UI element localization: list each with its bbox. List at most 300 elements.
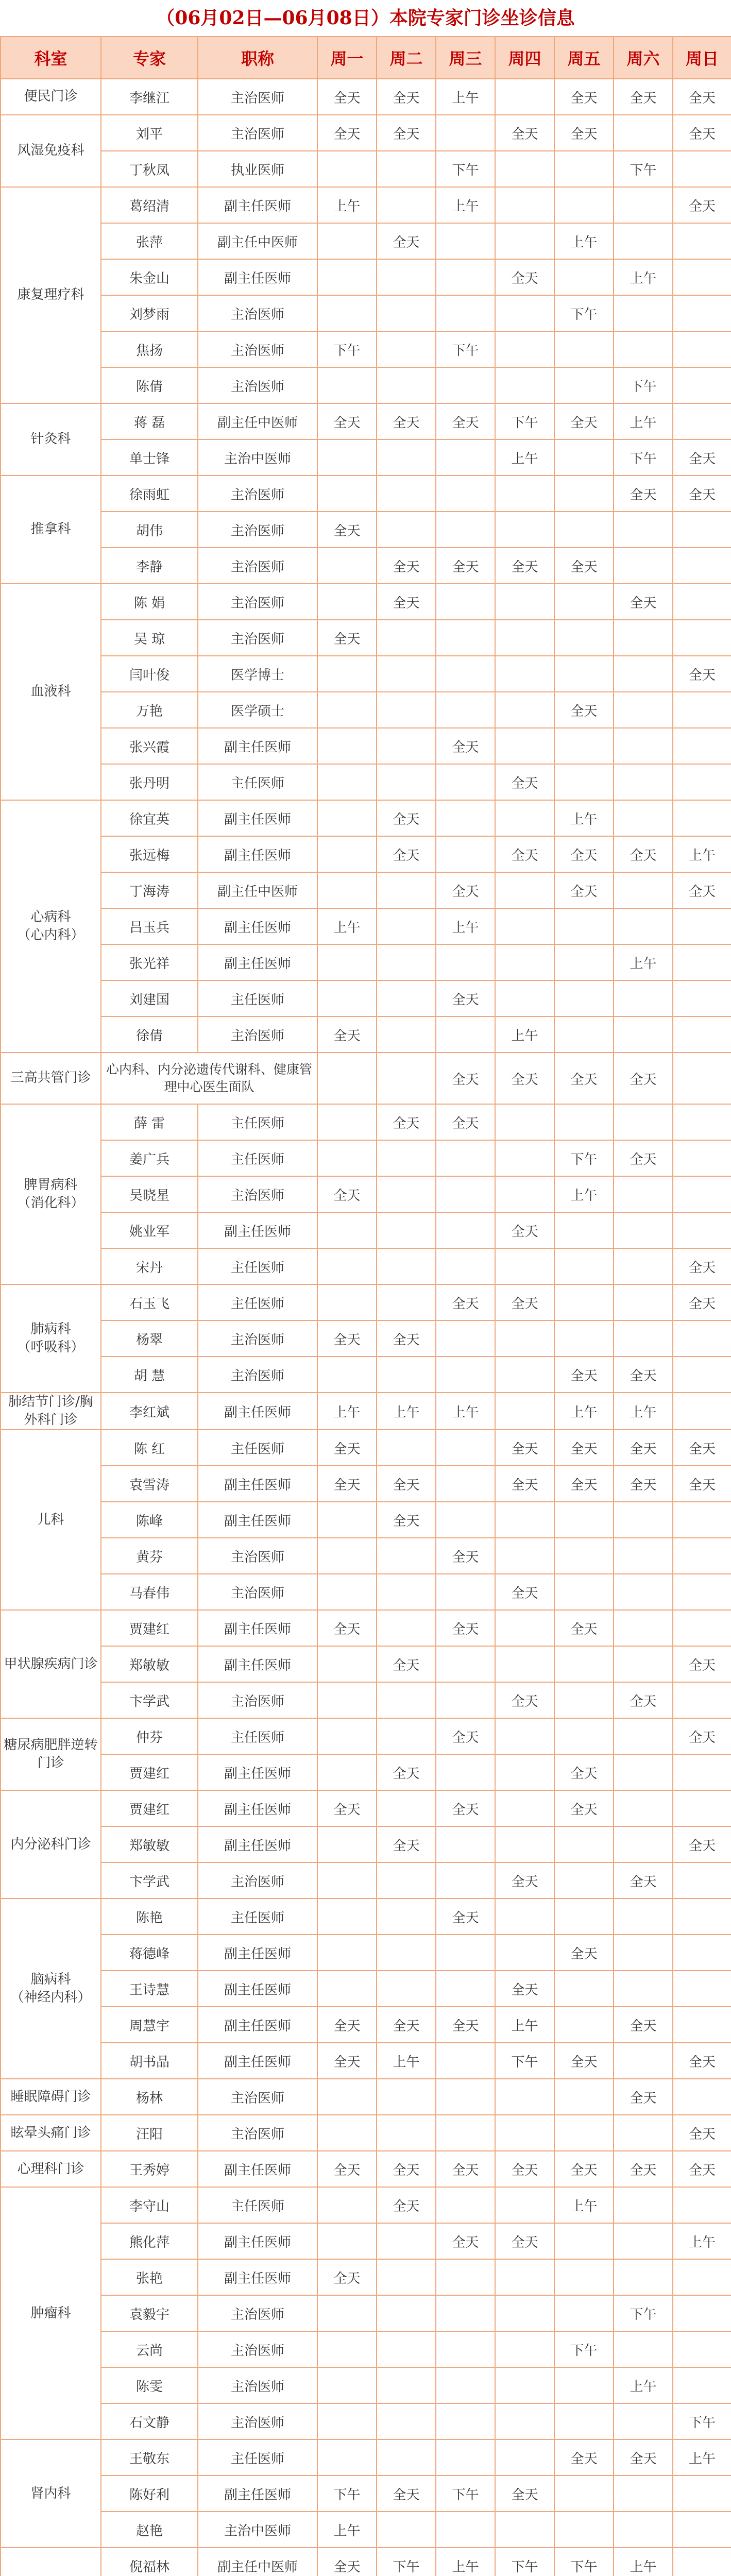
schedule-cell: 下午 — [554, 1140, 614, 1176]
expert-title: 副主任医师 — [198, 2223, 317, 2259]
schedule-cell — [377, 1140, 436, 1176]
schedule-cell — [377, 1610, 436, 1646]
schedule-cell — [317, 259, 377, 295]
schedule-cell — [554, 908, 614, 944]
schedule-cell — [317, 944, 377, 980]
expert-name: 宋丹 — [101, 1248, 198, 1284]
expert-name: 姜广兵 — [101, 1140, 198, 1176]
schedule-cell: 全天 — [436, 2151, 495, 2187]
schedule-cell — [495, 620, 554, 656]
schedule-cell — [554, 2367, 614, 2403]
schedule-cell — [436, 1248, 495, 1284]
schedule-cell — [614, 1574, 673, 1610]
schedule-cell: 全天 — [495, 2223, 554, 2259]
department-name: 内分泌科门诊 — [1, 1790, 101, 1899]
expert-name: 贾建红 — [101, 1754, 198, 1790]
schedule-cell — [377, 692, 436, 728]
department-name: 脾胃病科 （消化科） — [1, 1104, 101, 1284]
schedule-cell: 全天 — [436, 728, 495, 764]
schedule-cell — [495, 1176, 554, 1212]
schedule-cell: 全天 — [614, 1140, 673, 1176]
schedule-cell: 全天 — [673, 476, 731, 512]
schedule-cell: 全天 — [377, 836, 436, 872]
expert-title: 主任医师 — [198, 1248, 317, 1284]
expert-title: 主治医师 — [198, 2403, 317, 2439]
schedule-cell — [673, 1538, 731, 1574]
schedule-cell — [377, 1212, 436, 1248]
expert-name: 朱金山 — [101, 259, 198, 295]
schedule-cell — [377, 944, 436, 980]
expert-title: 副主任医师 — [198, 1790, 317, 1826]
expert-title: 主任医师 — [198, 1899, 317, 1935]
schedule-cell: 上午 — [317, 1393, 377, 1430]
expert-title: 主治医师 — [198, 115, 317, 151]
schedule-cell — [614, 656, 673, 692]
schedule-cell: 全天 — [554, 1754, 614, 1790]
schedule-cell — [673, 259, 731, 295]
expert-title: 副主任医师 — [198, 187, 317, 223]
schedule-cell: 全天 — [673, 656, 731, 692]
schedule-cell: 全天 — [436, 2223, 495, 2259]
schedule-cell — [377, 1899, 436, 1935]
schedule-cell — [614, 115, 673, 151]
table-row — [1, 908, 731, 944]
schedule-cell — [614, 2331, 673, 2367]
schedule-cell — [673, 403, 731, 439]
schedule-cell — [317, 1754, 377, 1790]
schedule-cell — [436, 1682, 495, 1718]
schedule-cell — [436, 2259, 495, 2295]
schedule-cell — [614, 1320, 673, 1357]
expert-name: 丁海涛 — [101, 872, 198, 908]
schedule-cell — [495, 1646, 554, 1682]
schedule-cell: 下午 — [495, 2043, 554, 2079]
schedule-cell: 全天 — [554, 1935, 614, 1971]
schedule-cell: 全天 — [554, 403, 614, 439]
schedule-cell — [377, 728, 436, 764]
schedule-cell — [317, 2295, 377, 2331]
schedule-cell: 全天 — [377, 1320, 436, 1357]
schedule-cell — [377, 2403, 436, 2439]
expert-name: 李红斌 — [101, 1393, 198, 1430]
expert-title: 主治医师 — [198, 1862, 317, 1899]
schedule-cell: 下午 — [614, 367, 673, 403]
schedule-cell — [436, 1212, 495, 1248]
schedule-cell — [495, 1610, 554, 1646]
expert-title: 主任医师 — [198, 980, 317, 1016]
schedule-cell: 全天 — [495, 259, 554, 295]
schedule-cell: 下午 — [673, 2403, 731, 2439]
expert-title: 副主任医师 — [198, 259, 317, 295]
department-name: 脑病科 （神经内科） — [1, 1899, 101, 2079]
schedule-cell — [436, 1971, 495, 2007]
schedule-cell — [614, 2187, 673, 2223]
schedule-cell — [554, 2476, 614, 2512]
expert-name: 倪福林 — [101, 2548, 198, 2576]
table-row — [1, 1140, 731, 1176]
table-row — [1, 1574, 731, 1610]
schedule-cell — [673, 1899, 731, 1935]
schedule-cell — [495, 980, 554, 1016]
schedule-cell — [673, 980, 731, 1016]
schedule-cell — [554, 439, 614, 476]
expert-name: 袁雪涛 — [101, 1466, 198, 1502]
expert-name: 胡伟 — [101, 512, 198, 548]
schedule-cell: 全天 — [377, 1646, 436, 1682]
expert-title: 主治医师 — [198, 2079, 317, 2115]
schedule-cell — [317, 584, 377, 620]
table-row — [1, 2223, 731, 2259]
schedule-cell — [673, 1754, 731, 1790]
expert-name: 张萍 — [101, 223, 198, 259]
schedule-cell — [673, 331, 731, 367]
schedule-cell — [614, 872, 673, 908]
schedule-cell — [554, 620, 614, 656]
expert-name: 仲芬 — [101, 1718, 198, 1754]
schedule-cell — [495, 2439, 554, 2476]
schedule-cell: 下午 — [614, 439, 673, 476]
schedule-cell: 全天 — [317, 1790, 377, 1826]
table-row — [1, 151, 731, 187]
schedule-cell — [495, 2187, 554, 2223]
schedule-cell: 上午 — [673, 836, 731, 872]
schedule-cell — [377, 872, 436, 908]
schedule-cell — [436, 2043, 495, 2079]
schedule-cell: 全天 — [554, 1610, 614, 1646]
schedule-cell — [554, 1826, 614, 1862]
table-row — [1, 1393, 731, 1430]
schedule-cell: 下午 — [554, 2331, 614, 2367]
schedule-cell — [317, 2439, 377, 2476]
schedule-cell: 全天 — [377, 2476, 436, 2512]
schedule-cell: 上午 — [673, 2439, 731, 2476]
department-name: 便民门诊 — [1, 79, 101, 115]
department-name: 推拿科 — [1, 476, 101, 584]
table-row — [1, 439, 731, 476]
schedule-cell: 全天 — [673, 1826, 731, 1862]
table-row — [1, 367, 731, 403]
schedule-cell: 全天 — [495, 764, 554, 800]
schedule-cell — [436, 692, 495, 728]
department-name — [1, 2548, 101, 2576]
schedule-cell — [614, 2115, 673, 2151]
merged-experts: 心内科、内分泌遗传代谢科、健康管理中心医生面队 — [101, 1053, 317, 1104]
expert-title: 主任医师 — [198, 2439, 317, 2476]
schedule-cell — [436, 1862, 495, 1899]
schedule-cell: 全天 — [554, 548, 614, 584]
schedule-cell — [317, 223, 377, 259]
schedule-cell — [317, 656, 377, 692]
header-tuesday: 周二 — [377, 37, 436, 79]
expert-name: 杨翠 — [101, 1320, 198, 1357]
expert-name: 刘建国 — [101, 980, 198, 1016]
schedule-cell — [377, 512, 436, 548]
schedule-cell: 全天 — [554, 1430, 614, 1466]
expert-name: 胡 慧 — [101, 1357, 198, 1393]
schedule-table — [0, 36, 731, 2576]
schedule-cell — [673, 1357, 731, 1393]
schedule-cell — [673, 2548, 731, 2576]
schedule-cell — [554, 2223, 614, 2259]
schedule-cell: 全天 — [673, 1430, 731, 1466]
schedule-cell — [614, 2223, 673, 2259]
schedule-cell — [614, 980, 673, 1016]
schedule-cell — [495, 800, 554, 836]
schedule-cell — [436, 656, 495, 692]
schedule-cell: 全天 — [673, 872, 731, 908]
table-row — [1, 1682, 731, 1718]
schedule-cell — [554, 151, 614, 187]
expert-name: 贾建红 — [101, 1610, 198, 1646]
schedule-cell: 全天 — [673, 1718, 731, 1754]
schedule-cell — [377, 151, 436, 187]
schedule-cell — [495, 2331, 554, 2367]
schedule-cell: 全天 — [436, 980, 495, 1016]
schedule-cell — [317, 1826, 377, 1862]
schedule-cell — [317, 1212, 377, 1248]
schedule-cell — [317, 1646, 377, 1682]
schedule-cell: 下午 — [317, 2476, 377, 2512]
schedule-cell: 全天 — [495, 1430, 554, 1466]
schedule-cell — [673, 2007, 731, 2043]
schedule-cell — [317, 1935, 377, 1971]
header-sunday: 周日 — [673, 37, 731, 79]
schedule-cell: 全天 — [554, 692, 614, 728]
schedule-cell — [614, 908, 673, 944]
expert-name: 陈好利 — [101, 2476, 198, 2512]
schedule-cell — [673, 2295, 731, 2331]
schedule-cell — [317, 800, 377, 836]
schedule-cell — [614, 1212, 673, 1248]
schedule-cell — [317, 1862, 377, 1899]
schedule-cell — [436, 764, 495, 800]
expert-name: 赵艳 — [101, 2512, 198, 2548]
schedule-cell — [673, 1682, 731, 1718]
table-row — [1, 1104, 731, 1140]
table-row — [1, 1320, 731, 1357]
expert-title: 副主任中医师 — [198, 872, 317, 908]
expert-title: 副主任医师 — [198, 1826, 317, 1862]
expert-title: 主任医师 — [198, 1104, 317, 1140]
schedule-cell — [317, 1104, 377, 1140]
table-row — [1, 836, 731, 872]
schedule-cell — [377, 980, 436, 1016]
expert-name: 单士锋 — [101, 439, 198, 476]
schedule-cell — [614, 187, 673, 223]
table-row — [1, 1718, 731, 1754]
schedule-cell — [673, 584, 731, 620]
header-friday: 周五 — [554, 37, 614, 79]
schedule-cell — [614, 764, 673, 800]
schedule-cell — [436, 1502, 495, 1538]
table-row — [1, 2043, 731, 2079]
expert-name: 陈 红 — [101, 1430, 198, 1466]
schedule-cell — [554, 944, 614, 980]
schedule-cell: 全天 — [317, 1610, 377, 1646]
schedule-cell — [377, 1538, 436, 1574]
schedule-cell — [436, 1826, 495, 1862]
schedule-cell — [495, 1718, 554, 1754]
schedule-cell — [495, 1393, 554, 1430]
schedule-cell — [495, 944, 554, 980]
schedule-cell: 全天 — [317, 2007, 377, 2043]
schedule-cell: 全天 — [436, 1718, 495, 1754]
expert-title: 主治医师 — [198, 79, 317, 115]
schedule-cell — [614, 223, 673, 259]
schedule-cell — [554, 2079, 614, 2115]
schedule-cell — [317, 1502, 377, 1538]
schedule-cell — [317, 1574, 377, 1610]
schedule-cell — [614, 800, 673, 836]
header-monday: 周一 — [317, 37, 377, 79]
schedule-cell — [436, 1935, 495, 1971]
schedule-cell — [673, 1320, 731, 1357]
schedule-cell — [554, 2115, 614, 2151]
expert-name: 焦扬 — [101, 331, 198, 367]
schedule-cell: 全天 — [377, 1502, 436, 1538]
schedule-cell: 全天 — [614, 1357, 673, 1393]
schedule-cell: 全天 — [495, 1053, 554, 1104]
schedule-cell — [495, 1104, 554, 1140]
schedule-cell — [673, 1176, 731, 1212]
expert-title: 主治医师 — [198, 476, 317, 512]
schedule-cell — [317, 2115, 377, 2151]
expert-name: 黄芬 — [101, 1538, 198, 1574]
table-row — [1, 1646, 731, 1682]
expert-title: 主任医师 — [198, 1718, 317, 1754]
schedule-cell — [377, 1718, 436, 1754]
schedule-cell — [495, 2079, 554, 2115]
schedule-cell — [377, 1862, 436, 1899]
department-name: 肺结节门诊/胸外科门诊 — [1, 1393, 101, 1430]
schedule-cell — [554, 656, 614, 692]
schedule-cell — [317, 2223, 377, 2259]
schedule-cell — [436, 1320, 495, 1357]
schedule-cell: 全天 — [495, 115, 554, 151]
schedule-cell — [317, 1899, 377, 1935]
schedule-cell — [377, 2295, 436, 2331]
expert-title: 副主任医师 — [198, 2259, 317, 2295]
schedule-cell: 全天 — [317, 1176, 377, 1212]
schedule-cell: 上午 — [436, 908, 495, 944]
schedule-cell — [495, 872, 554, 908]
schedule-cell: 全天 — [495, 2151, 554, 2187]
schedule-cell — [495, 223, 554, 259]
schedule-cell — [317, 151, 377, 187]
schedule-cell: 全天 — [436, 2007, 495, 2043]
schedule-cell: 上午 — [436, 187, 495, 223]
expert-title: 副主任医师 — [198, 1646, 317, 1682]
expert-name: 郑敏敏 — [101, 1826, 198, 1862]
schedule-cell — [673, 2367, 731, 2403]
schedule-cell: 全天 — [377, 2187, 436, 2223]
schedule-cell — [436, 2367, 495, 2403]
schedule-cell: 全天 — [317, 620, 377, 656]
schedule-cell — [317, 476, 377, 512]
table-row — [1, 1538, 731, 1574]
schedule-cell: 全天 — [317, 2043, 377, 2079]
department-name: 肺病科 （呼吸科） — [1, 1284, 101, 1393]
schedule-cell — [673, 2331, 731, 2367]
table-row — [1, 2151, 731, 2187]
schedule-cell — [673, 1574, 731, 1610]
schedule-cell: 全天 — [377, 1826, 436, 1862]
schedule-cell — [614, 692, 673, 728]
schedule-cell — [554, 367, 614, 403]
expert-name: 陈雯 — [101, 2367, 198, 2403]
schedule-cell: 全天 — [614, 1053, 673, 1104]
schedule-cell — [614, 2512, 673, 2548]
schedule-cell — [554, 1320, 614, 1357]
schedule-cell: 全天 — [317, 512, 377, 548]
schedule-cell — [317, 1682, 377, 1718]
table-row — [1, 2331, 731, 2367]
schedule-cell — [614, 548, 673, 584]
table-row — [1, 476, 731, 512]
expert-title: 副主任医师 — [198, 2007, 317, 2043]
schedule-cell: 上午 — [554, 223, 614, 259]
schedule-cell: 上午 — [673, 2223, 731, 2259]
schedule-cell: 上午 — [614, 2367, 673, 2403]
schedule-cell: 全天 — [673, 1248, 731, 1284]
schedule-cell — [436, 223, 495, 259]
expert-title: 主治医师 — [198, 1016, 317, 1053]
expert-title: 执业医师 — [198, 151, 317, 187]
schedule-cell — [495, 656, 554, 692]
header-expert: 专家 — [101, 37, 198, 79]
expert-title: 副主任医师 — [198, 800, 317, 836]
schedule-cell: 全天 — [317, 1320, 377, 1357]
schedule-cell: 全天 — [554, 872, 614, 908]
schedule-cell: 下午 — [436, 2476, 495, 2512]
schedule-cell: 上午 — [436, 79, 495, 115]
schedule-cell — [495, 79, 554, 115]
expert-title: 主任医师 — [198, 2187, 317, 2223]
schedule-cell — [614, 1284, 673, 1320]
table-row — [1, 620, 731, 656]
schedule-cell — [495, 2259, 554, 2295]
schedule-cell — [436, 2115, 495, 2151]
schedule-cell: 全天 — [377, 1754, 436, 1790]
expert-title: 主治医师 — [198, 367, 317, 403]
table-row — [1, 2187, 731, 2223]
schedule-cell — [614, 295, 673, 331]
expert-title: 副主任医师 — [198, 1971, 317, 2007]
table-row — [1, 2259, 731, 2295]
schedule-cell: 全天 — [673, 1284, 731, 1320]
schedule-cell — [495, 1826, 554, 1862]
schedule-cell — [317, 1248, 377, 1284]
schedule-cell — [614, 1899, 673, 1935]
expert-title: 副主任医师 — [198, 2043, 317, 2079]
schedule-body — [1, 79, 731, 2576]
expert-title: 主治医师 — [198, 2295, 317, 2331]
schedule-cell — [317, 1284, 377, 1320]
schedule-cell — [554, 331, 614, 367]
schedule-cell: 上午 — [554, 800, 614, 836]
schedule-cell — [673, 692, 731, 728]
table-row — [1, 259, 731, 295]
schedule-cell — [673, 295, 731, 331]
expert-name: 周慧宇 — [101, 2007, 198, 2043]
schedule-cell: 上午 — [436, 1393, 495, 1430]
department-name: 康复理疗科 — [1, 187, 101, 403]
schedule-cell — [554, 1212, 614, 1248]
schedule-cell: 全天 — [377, 800, 436, 836]
schedule-cell: 上午 — [317, 2512, 377, 2548]
schedule-cell: 全天 — [377, 79, 436, 115]
expert-name: 张远梅 — [101, 836, 198, 872]
